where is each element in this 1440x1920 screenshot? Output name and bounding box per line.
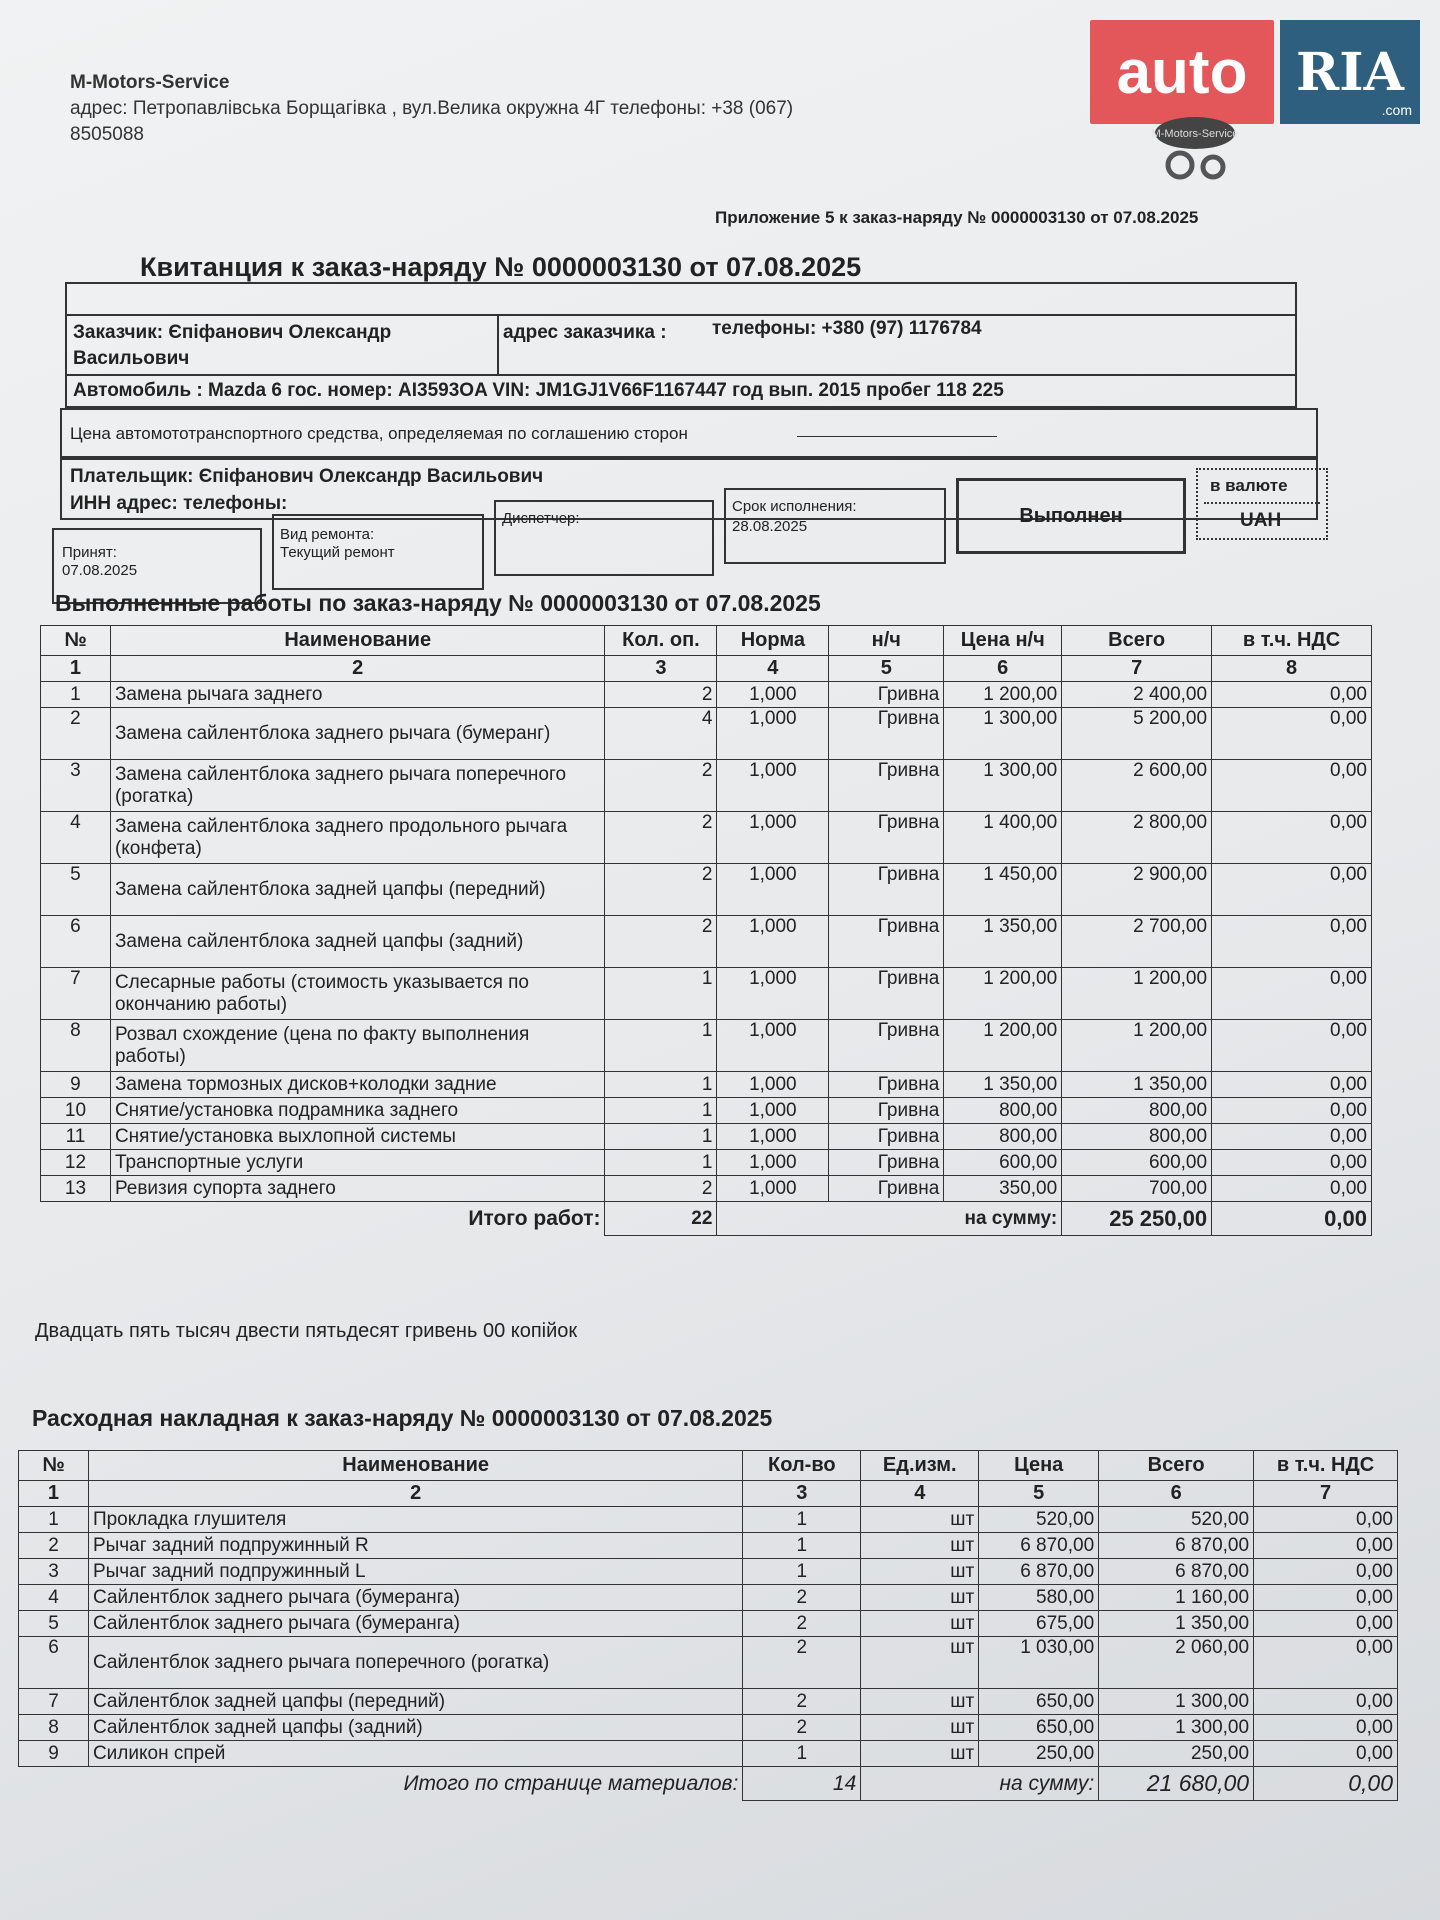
- works-cell-7: 0,00: [1212, 968, 1372, 1020]
- works-cell-5: 1 450,00: [944, 864, 1062, 916]
- materials-total-qty: 14: [743, 1767, 861, 1801]
- accepted-label: Принят:: [62, 544, 117, 561]
- works-cell-7: 0,00: [1212, 864, 1372, 916]
- works-header-num-6: 7: [1062, 656, 1212, 682]
- works-cell-5: 600,00: [944, 1150, 1062, 1176]
- materials-header-num-1: 2: [88, 1481, 742, 1507]
- works-header-3: Норма: [717, 626, 829, 656]
- materials-cell-1: Сайлентблок задней цапфы (задний): [88, 1715, 742, 1741]
- works-header-7: в т.ч. НДС: [1212, 626, 1372, 656]
- materials-cell-0: 5: [19, 1611, 89, 1637]
- materials-cell-5: 6 870,00: [1099, 1559, 1254, 1585]
- dispatcher-label: Диспетчер:: [502, 510, 580, 527]
- price-box: [60, 408, 1318, 458]
- materials-header-5: Всего: [1099, 1451, 1254, 1481]
- works-cell-4: Гривна: [829, 968, 944, 1020]
- works-cell-7: 0,00: [1212, 1098, 1372, 1124]
- table-row: [41, 682, 1372, 708]
- works-cell-2: 1: [605, 1150, 717, 1176]
- works-cell-1: Замена рычага заднего: [110, 682, 605, 708]
- works-title: Выполненные работы по заказ-наряду № 0000003130 от 07.08.2025: [55, 590, 821, 616]
- company-address: адрес: Петропавлівська Борщагівка , вул.Велика окружна 4Г телефоны: +38 (067): [70, 98, 794, 119]
- materials-header-num-0: 1: [19, 1481, 89, 1507]
- appendix-line: Приложение 5 к заказ-наряду № 0000003130 от 07.08.2025: [715, 208, 1199, 227]
- works-cell-6: 2 800,00: [1062, 812, 1212, 864]
- repair-type-label: Вид ремонта:: [280, 526, 375, 543]
- works-cell-4: Гривна: [829, 916, 944, 968]
- works-sum-label: на сумму:: [717, 1202, 1062, 1236]
- table-row: [19, 1689, 1398, 1715]
- payer-inn: ИНН адрес: телефоны:: [70, 493, 288, 514]
- works-cell-1: Замена сайлентблока заднего продольного рычага (конфета): [110, 812, 605, 864]
- customer-phones: телефоны: +380 (97) 1176784: [712, 318, 982, 339]
- page-title: Квитанция к заказ-наряду № 0000003130 от 07.08.2025: [140, 252, 862, 282]
- currency-value: UAH: [1240, 510, 1282, 531]
- works-cell-4: Гривна: [829, 1124, 944, 1150]
- works-cell-7: 0,00: [1212, 1020, 1372, 1072]
- materials-cell-3: шт: [861, 1689, 979, 1715]
- table-row: [19, 1585, 1398, 1611]
- company-name: M-Motors-Service: [70, 72, 230, 93]
- materials-vat: 0,00: [1254, 1767, 1398, 1801]
- works-cell-3: 1,000: [717, 968, 829, 1020]
- works-cell-4: Гривна: [829, 1072, 944, 1098]
- table-row: [41, 812, 1372, 864]
- works-cell-4: Гривна: [829, 1150, 944, 1176]
- repair-type: Текущий ремонт: [280, 544, 395, 561]
- works-cell-7: 0,00: [1212, 1072, 1372, 1098]
- materials-cell-4: 675,00: [979, 1611, 1099, 1637]
- works-table: [40, 625, 1372, 1236]
- materials-total-label: Итого по странице материалов:: [19, 1767, 743, 1801]
- works-cell-6: 800,00: [1062, 1124, 1212, 1150]
- materials-header-6: в т.ч. НДС: [1254, 1451, 1398, 1481]
- table-row: [41, 916, 1372, 968]
- customer-address-label: адрес заказчика :: [503, 322, 667, 343]
- works-cell-0: 10: [41, 1098, 111, 1124]
- works-cell-2: 2: [605, 1176, 717, 1202]
- materials-cell-0: 7: [19, 1689, 89, 1715]
- materials-cell-3: шт: [861, 1637, 979, 1689]
- works-cell-1: Снятие/установка подрамника заднего: [110, 1098, 605, 1124]
- works-header-num-5: 6: [944, 656, 1062, 682]
- materials-cell-0: 3: [19, 1559, 89, 1585]
- materials-cell-4: 520,00: [979, 1507, 1099, 1533]
- materials-header-3: Ед.изм.: [861, 1451, 979, 1481]
- auto-logo: auto: [1090, 20, 1274, 124]
- table-row: [19, 1637, 1398, 1689]
- table-row: [41, 760, 1372, 812]
- materials-cell-1: Рычаг задний подпружинный R: [88, 1533, 742, 1559]
- works-cell-7: 0,00: [1212, 1176, 1372, 1202]
- emblem-text: M-Motors-Service: [1151, 128, 1239, 140]
- works-cell-0: 6: [41, 916, 111, 968]
- works-cell-0: 13: [41, 1176, 111, 1202]
- works-header-0: №: [41, 626, 111, 656]
- works-cell-0: 9: [41, 1072, 111, 1098]
- materials-cell-1: Сайлентблок заднего рычага (бумеранга): [88, 1585, 742, 1611]
- table-row: [41, 1124, 1372, 1150]
- materials-cell-0: 4: [19, 1585, 89, 1611]
- works-cell-6: 5 200,00: [1062, 708, 1212, 760]
- materials-cell-6: 0,00: [1254, 1507, 1398, 1533]
- works-cell-0: 7: [41, 968, 111, 1020]
- materials-cell-4: 1 030,00: [979, 1637, 1099, 1689]
- works-cell-3: 1,000: [717, 708, 829, 760]
- works-header-num-0: 1: [41, 656, 111, 682]
- works-cell-5: 800,00: [944, 1124, 1062, 1150]
- table-row: [19, 1611, 1398, 1637]
- company-emblem-icon: [1135, 105, 1255, 185]
- materials-cell-1: Сайлентблок заднего рычага поперечного (рогатка): [88, 1637, 742, 1689]
- works-header-1: Наименование: [110, 626, 605, 656]
- materials-sum: 21 680,00: [1099, 1767, 1254, 1801]
- term-box: [724, 488, 946, 564]
- table-row: [41, 1072, 1372, 1098]
- works-cell-1: Снятие/установка выхлопной системы: [110, 1124, 605, 1150]
- term-label: Срок исполнения:: [732, 498, 857, 515]
- term-date: 28.08.2025: [732, 518, 808, 535]
- works-cell-2: 1: [605, 1098, 717, 1124]
- works-cell-6: 1 350,00: [1062, 1072, 1212, 1098]
- materials-cell-2: 2: [743, 1689, 861, 1715]
- works-cell-1: Транспортные услуги: [110, 1150, 605, 1176]
- works-header-num-4: 5: [829, 656, 944, 682]
- works-cell-2: 2: [605, 864, 717, 916]
- works-cell-1: Розвал схождение (цена по факту выполнения работы): [110, 1020, 605, 1072]
- works-cell-2: 2: [605, 916, 717, 968]
- works-cell-2: 1: [605, 968, 717, 1020]
- works-cell-3: 1,000: [717, 682, 829, 708]
- materials-header-1: Наименование: [88, 1451, 742, 1481]
- materials-cell-4: 6 870,00: [979, 1533, 1099, 1559]
- works-cell-3: 1,000: [717, 864, 829, 916]
- works-cell-0: 3: [41, 760, 111, 812]
- works-cell-5: 1 350,00: [944, 1072, 1062, 1098]
- works-cell-1: Замена сайлентблока заднего рычага поперечного (рогатка): [110, 760, 605, 812]
- car-info: Автомобиль : Mazda 6 гос. номер: AI3593OA VIN: JM1GJ1V66F1167447 год вып. 2015 пробег 118 225: [73, 380, 1004, 401]
- materials-cell-5: 1 300,00: [1099, 1689, 1254, 1715]
- materials-header-0: №: [19, 1451, 89, 1481]
- materials-cell-2: 2: [743, 1611, 861, 1637]
- materials-cell-6: 0,00: [1254, 1559, 1398, 1585]
- amount-in-words: Двадцать пять тысяч двести пятьдесят гривень 00 копійок: [35, 1320, 578, 1342]
- works-cell-7: 0,00: [1212, 1150, 1372, 1176]
- materials-cell-4: 250,00: [979, 1741, 1099, 1767]
- materials-cell-5: 1 160,00: [1099, 1585, 1254, 1611]
- works-cell-7: 0,00: [1212, 812, 1372, 864]
- materials-cell-3: шт: [861, 1559, 979, 1585]
- works-cell-3: 1,000: [717, 760, 829, 812]
- materials-cell-4: 580,00: [979, 1585, 1099, 1611]
- materials-cell-1: Сайлентблок заднего рычага (бумеранга): [88, 1611, 742, 1637]
- works-cell-7: 0,00: [1212, 708, 1372, 760]
- works-cell-5: 1 200,00: [944, 968, 1062, 1020]
- materials-cell-2: 1: [743, 1507, 861, 1533]
- materials-cell-0: 8: [19, 1715, 89, 1741]
- table-row: [19, 1715, 1398, 1741]
- materials-cell-3: шт: [861, 1533, 979, 1559]
- materials-cell-6: 0,00: [1254, 1585, 1398, 1611]
- works-cell-2: 2: [605, 812, 717, 864]
- works-cell-1: Слесарные работы (стоимость указывается по окончанию работы): [110, 968, 605, 1020]
- materials-cell-0: 1: [19, 1507, 89, 1533]
- table-row: [19, 1533, 1398, 1559]
- materials-cell-2: 2: [743, 1585, 861, 1611]
- works-header-5: Цена н/ч: [944, 626, 1062, 656]
- materials-cell-6: 0,00: [1254, 1741, 1398, 1767]
- works-total-qty: 22: [605, 1202, 717, 1236]
- works-cell-4: Гривна: [829, 682, 944, 708]
- ria-logo: [1280, 20, 1420, 124]
- table-row: [19, 1507, 1398, 1533]
- materials-title: Расходная накладная к заказ-наряду № 0000003130 от 07.08.2025: [32, 1405, 773, 1431]
- materials-header-num-5: 6: [1099, 1481, 1254, 1507]
- materials-cell-6: 0,00: [1254, 1689, 1398, 1715]
- materials-sum-label: на сумму:: [861, 1767, 1099, 1801]
- works-cell-6: 2 600,00: [1062, 760, 1212, 812]
- works-cell-4: Гривна: [829, 760, 944, 812]
- works-cell-3: 1,000: [717, 1150, 829, 1176]
- works-cell-6: 700,00: [1062, 1176, 1212, 1202]
- works-cell-6: 2 400,00: [1062, 682, 1212, 708]
- table-row: [41, 968, 1372, 1020]
- works-cell-3: 1,000: [717, 1176, 829, 1202]
- works-cell-6: 2 900,00: [1062, 864, 1212, 916]
- works-cell-2: 2: [605, 682, 717, 708]
- ria-logo-text: RIA: [1296, 41, 1404, 103]
- works-cell-1: Замена сайлентблока заднего рычага (бумеранг): [110, 708, 605, 760]
- materials-header-num-4: 5: [979, 1481, 1099, 1507]
- materials-cell-2: 2: [743, 1637, 861, 1689]
- works-cell-3: 1,000: [717, 1072, 829, 1098]
- table-row: [41, 1098, 1372, 1124]
- materials-cell-5: 520,00: [1099, 1507, 1254, 1533]
- materials-cell-3: шт: [861, 1585, 979, 1611]
- works-cell-3: 1,000: [717, 1124, 829, 1150]
- table-row: [41, 708, 1372, 760]
- materials-cell-3: шт: [861, 1741, 979, 1767]
- company-phone: 8505088: [70, 124, 144, 145]
- materials-cell-2: 1: [743, 1533, 861, 1559]
- materials-cell-6: 0,00: [1254, 1637, 1398, 1689]
- works-cell-4: Гривна: [829, 1176, 944, 1202]
- currency-label: в валюте: [1210, 476, 1288, 495]
- works-cell-5: 1 200,00: [944, 1020, 1062, 1072]
- works-cell-7: 0,00: [1212, 682, 1372, 708]
- works-cell-0: 4: [41, 812, 111, 864]
- materials-cell-4: 6 870,00: [979, 1559, 1099, 1585]
- works-cell-6: 800,00: [1062, 1098, 1212, 1124]
- works-cell-4: Гривна: [829, 1098, 944, 1124]
- works-cell-0: 12: [41, 1150, 111, 1176]
- currency-box: [1196, 468, 1328, 540]
- repair-type-box: [272, 514, 484, 590]
- works-cell-4: Гривна: [829, 812, 944, 864]
- materials-cell-3: шт: [861, 1507, 979, 1533]
- materials-cell-1: Рычаг задний подпружинный L: [88, 1559, 742, 1585]
- works-cell-0: 5: [41, 864, 111, 916]
- materials-cell-0: 6: [19, 1637, 89, 1689]
- ria-domain: .com: [1381, 102, 1412, 118]
- works-cell-5: 1 350,00: [944, 916, 1062, 968]
- materials-cell-4: 650,00: [979, 1689, 1099, 1715]
- table-row: [19, 1559, 1398, 1585]
- materials-cell-4: 650,00: [979, 1715, 1099, 1741]
- works-header-num-2: 3: [605, 656, 717, 682]
- works-cell-1: Замена сайлентблока задней цапфы (передний): [110, 864, 605, 916]
- works-cell-2: 4: [605, 708, 717, 760]
- works-cell-4: Гривна: [829, 1020, 944, 1072]
- works-cell-1: Замена сайлентблока задней цапфы (задний): [110, 916, 605, 968]
- works-cell-5: 800,00: [944, 1098, 1062, 1124]
- works-cell-6: 1 200,00: [1062, 1020, 1212, 1072]
- works-cell-2: 1: [605, 1020, 717, 1072]
- works-cell-3: 1,000: [717, 916, 829, 968]
- materials-cell-2: 1: [743, 1559, 861, 1585]
- dispatcher-box: [494, 500, 714, 576]
- materials-cell-1: Силикон спрей: [88, 1741, 742, 1767]
- works-cell-6: 2 700,00: [1062, 916, 1212, 968]
- works-cell-5: 1 200,00: [944, 682, 1062, 708]
- works-cell-1: Ревизия супорта заднего: [110, 1176, 605, 1202]
- works-cell-0: 8: [41, 1020, 111, 1072]
- materials-cell-5: 2 060,00: [1099, 1637, 1254, 1689]
- works-total-label: Итого работ:: [41, 1202, 605, 1236]
- materials-cell-1: Сайлентблок задней цапфы (передний): [88, 1689, 742, 1715]
- works-cell-2: 1: [605, 1072, 717, 1098]
- works-header-num-7: 8: [1212, 656, 1372, 682]
- payer-name: Плательщик: Єпіфанович Олександр Васильович: [70, 466, 544, 487]
- materials-header-num-2: 3: [743, 1481, 861, 1507]
- materials-cell-2: 2: [743, 1715, 861, 1741]
- materials-header-4: Цена: [979, 1451, 1099, 1481]
- works-cell-5: 1 300,00: [944, 760, 1062, 812]
- works-cell-2: 1: [605, 1124, 717, 1150]
- materials-cell-1: Прокладка глушителя: [88, 1507, 742, 1533]
- works-cell-0: 11: [41, 1124, 111, 1150]
- materials-cell-6: 0,00: [1254, 1611, 1398, 1637]
- materials-cell-3: шт: [861, 1611, 979, 1637]
- works-cell-4: Гривна: [829, 864, 944, 916]
- works-header-num-3: 4: [717, 656, 829, 682]
- table-row: [41, 1150, 1372, 1176]
- works-cell-3: 1,000: [717, 812, 829, 864]
- works-cell-7: 0,00: [1212, 760, 1372, 812]
- table-row: [41, 1176, 1372, 1202]
- customer-box: [65, 282, 1297, 408]
- works-header-4: н/ч: [829, 626, 944, 656]
- works-header-6: Всего: [1062, 626, 1212, 656]
- materials-header-2: Кол-во: [743, 1451, 861, 1481]
- materials-cell-5: 250,00: [1099, 1741, 1254, 1767]
- works-cell-2: 2: [605, 760, 717, 812]
- materials-cell-5: 1 300,00: [1099, 1715, 1254, 1741]
- works-cell-3: 1,000: [717, 1098, 829, 1124]
- works-cell-0: 1: [41, 682, 111, 708]
- works-cell-7: 0,00: [1212, 916, 1372, 968]
- works-cell-6: 1 200,00: [1062, 968, 1212, 1020]
- status-box: [956, 478, 1186, 554]
- accepted-date: 07.08.2025: [62, 562, 138, 579]
- customer-name-2: Васильович: [73, 348, 190, 369]
- materials-header-num-3: 4: [861, 1481, 979, 1507]
- table-row: [41, 864, 1372, 916]
- materials-cell-5: 6 870,00: [1099, 1533, 1254, 1559]
- materials-header-num-6: 7: [1254, 1481, 1398, 1507]
- status-value: Выполнен: [1019, 505, 1123, 527]
- materials-cell-6: 0,00: [1254, 1715, 1398, 1741]
- works-cell-3: 1,000: [717, 1020, 829, 1072]
- works-cell-5: 1 400,00: [944, 812, 1062, 864]
- vehicle-price-label: Цена автомототранспортного средства, определяемая по соглашению сторон: [70, 424, 688, 443]
- works-cell-5: 350,00: [944, 1176, 1062, 1202]
- works-cell-5: 1 300,00: [944, 708, 1062, 760]
- works-header-num-1: 2: [110, 656, 605, 682]
- materials-cell-0: 2: [19, 1533, 89, 1559]
- works-cell-6: 600,00: [1062, 1150, 1212, 1176]
- table-row: [19, 1741, 1398, 1767]
- works-cell-7: 0,00: [1212, 1124, 1372, 1150]
- works-cell-1: Замена тормозных дисков+колодки задние: [110, 1072, 605, 1098]
- table-row: [41, 1020, 1372, 1072]
- customer-name-1: Заказчик: Єпіфанович Олександр: [73, 322, 392, 343]
- materials-cell-0: 9: [19, 1741, 89, 1767]
- materials-cell-6: 0,00: [1254, 1533, 1398, 1559]
- company-block: [70, 70, 793, 148]
- materials-table: [18, 1450, 1398, 1801]
- works-header-2: Кол. оп.: [605, 626, 717, 656]
- works-cell-4: Гривна: [829, 708, 944, 760]
- materials-cell-3: шт: [861, 1715, 979, 1741]
- works-vat: 0,00: [1212, 1202, 1372, 1236]
- materials-cell-5: 1 350,00: [1099, 1611, 1254, 1637]
- works-cell-0: 2: [41, 708, 111, 760]
- materials-cell-2: 1: [743, 1741, 861, 1767]
- works-sum: 25 250,00: [1062, 1202, 1212, 1236]
